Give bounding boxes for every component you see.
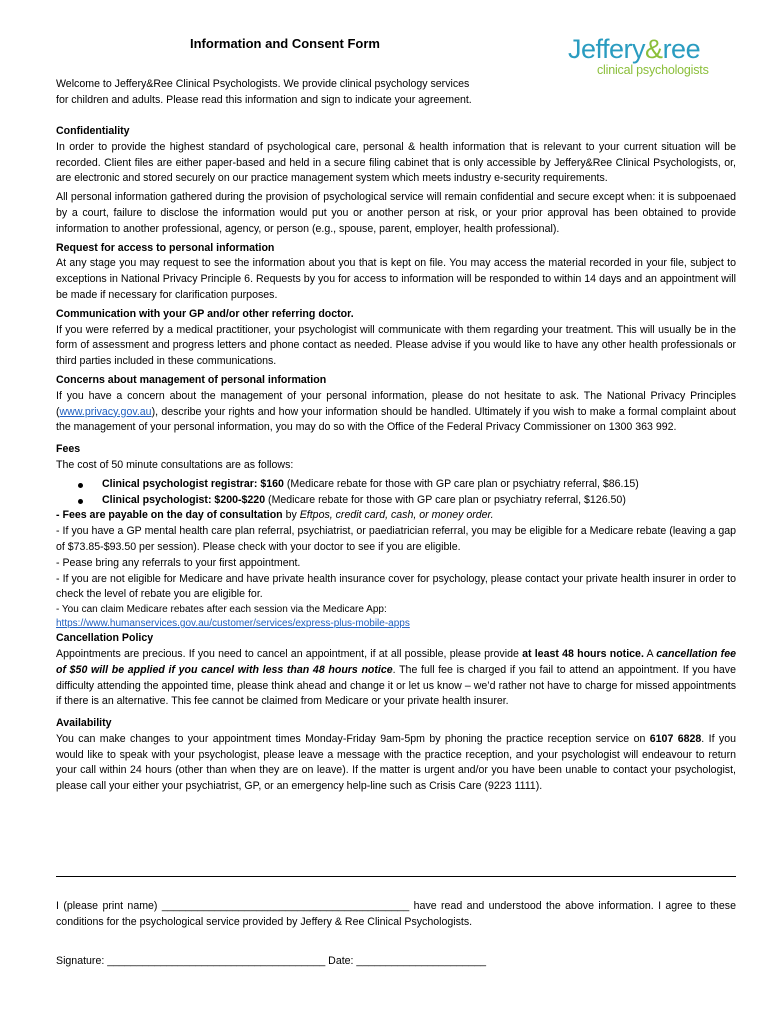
communication-section bbox=[56, 307, 736, 370]
cancellation-heading: Cancellation Policy bbox=[56, 632, 154, 645]
availability-section bbox=[56, 716, 736, 795]
fee-item-detail: (Medicare rebate for those with GP care plan or psychiatry referral, $86.15) bbox=[283, 477, 639, 490]
fee-item-title: Clinical psychologist: $200-$220 bbox=[102, 493, 266, 506]
intro-line-1: Welcome to Jeffery&Ree Clinical Psychologists. We provide clinical psychology services bbox=[56, 78, 470, 90]
cancel-text-c: A bbox=[643, 647, 657, 660]
cancel-notice: at least 48 hours notice. bbox=[522, 647, 644, 660]
divider bbox=[56, 876, 736, 877]
fees-intro: The cost of 50 minute consultations are as follows: bbox=[56, 458, 294, 471]
concerns-text-b: ), describe your rights and how your information should be handled. Ultimately if you wish to make a formal complaint about the management of your personal information, you may do so with the Office of the Federal Privacy Commissioner on 1300 363 992. bbox=[56, 405, 736, 434]
consent-statement[interactable]: I (please print name) __________________________________________ have read and understood the above information. I agree to these conditions for the psychological service provided by Jeffery & Ree Clinical Psychologists. bbox=[56, 900, 736, 928]
concerns-paragraph bbox=[56, 389, 736, 436]
confidentiality-section bbox=[56, 124, 736, 238]
availability-text-b: . If you would like to speak with your psychologist, please leave a message with the practice reception, and your psychologist will endeavour to return your call within 24 hours (other than when they are on leave). If the matter is urgent and/or you have been unable to contact your psychologist, please call your either your psychiatrist, GP, or an emergency help-line such as Crisis Care (9223 1111). bbox=[56, 732, 737, 793]
fees-list bbox=[56, 477, 736, 509]
logo-tagline: clinical psychologists bbox=[597, 63, 709, 77]
fee-item-title: Clinical psychologist registrar: $160 bbox=[102, 477, 284, 490]
bullet-icon bbox=[78, 499, 83, 504]
concerns-text-a: If you have a concern about the management of your personal information, please do not hesitate to ask. The National Privacy Principles ( bbox=[56, 389, 736, 418]
medicare-app-paragraph bbox=[56, 617, 736, 631]
availability-text-a: You can make changes to your appointment times Monday-Friday 9am-5pm by phoning the practice reception service on bbox=[56, 732, 650, 745]
list-item bbox=[56, 493, 736, 509]
communication-paragraph: If you were referred by a medical practitioner, your psychologist will communicate with them regarding your treatment. This will usually be in the form of assessment and progress letters and phone contact as needed. Please advise if you would like to have any other health professionals or third parties included in these communications. bbox=[56, 323, 736, 368]
confidentiality-paragraph-2: All personal information gathered during the provision of psychological service will remain confidential and secure except when: it is subpoenaed by a court, failure to disclose the information would put you or another person at risk, or your prior approval has been obtained to provide information to another professional, agency, or person (e.g., spouse, parent, employer, health professional). bbox=[56, 191, 736, 235]
confidentiality-paragraph-1: In order to provide the highest standard of psychological care, personal & health information that is relevant to your current situation will be recorded. Client files are either paper-based and held in a secure filing cabinet that is only accessible by Jeffery&Ree Clinical Psychologists, or, are electronic and stored securely on our practice management system which meets industry e-security requirements. bbox=[56, 140, 736, 185]
cancel-text-a: Appointments are precious. If you need to cancel an appointment, if at all possible, please provide bbox=[56, 647, 523, 660]
fees-app-line: - You can claim Medicare rebates after each session via the Medicare App: bbox=[56, 604, 387, 616]
signature-date-line[interactable]: Signature: _____________________________________ Date: ______________________ bbox=[56, 955, 487, 967]
access-section bbox=[56, 241, 736, 304]
cancel-text-d: . The full fee is charged if you fail to attend an appointment. If you have difficulty attending the appointed time, please think ahead and change it or let us know – we’d rather not have to charge for missed appointments if there is an alternative. This fee cannot be claimed from Medicare or your private health insurer. bbox=[56, 663, 737, 708]
company-logo bbox=[568, 36, 733, 77]
reception-phone: 6107 6828 bbox=[649, 732, 702, 745]
page-title: Information and Consent Form bbox=[190, 36, 380, 51]
form-body bbox=[56, 124, 736, 798]
cancel-fee: cancellation fee of $50 will be applied if you cancel with less than 48 hours notice bbox=[56, 647, 736, 676]
payment-bold: - Fees are payable on the day of consultation bbox=[56, 509, 283, 522]
intro-line-2: for children and adults. Please read this information and sign to indicate your agreement. bbox=[56, 94, 472, 106]
confidentiality-heading: Confidentiality bbox=[56, 125, 130, 137]
fees-section bbox=[56, 442, 736, 631]
access-heading: Request for access to personal information bbox=[56, 241, 275, 254]
availability-heading: Availability bbox=[56, 717, 112, 730]
fee-item-detail: (Medicare rebate for those with GP care plan or psychiatry referral, $126.50) bbox=[265, 493, 626, 506]
medicare-app-link[interactable]: https://www.humanservices.gov.au/customer/services/express-plus-mobile-apps bbox=[56, 618, 410, 630]
availability-paragraph bbox=[56, 732, 736, 795]
communication-heading: Communication with your GP and/or other referring doctor. bbox=[56, 307, 354, 320]
privacy-link[interactable]: www.privacy.gov.au bbox=[59, 405, 152, 418]
cancellation-paragraph bbox=[56, 647, 736, 710]
concerns-section bbox=[56, 373, 736, 436]
fees-private-line: - If you are not eligible for Medicare and have private health insurance cover for psychology, please contact your private health insurer in order to check the level of rebate you are eligible for. bbox=[56, 572, 736, 601]
concerns-heading: Concerns about management of personal information bbox=[56, 373, 327, 386]
intro-text bbox=[56, 76, 576, 108]
payment-methods: Eftpos, credit card, cash, or money order. bbox=[299, 509, 494, 522]
cancellation-section bbox=[56, 631, 736, 710]
access-paragraph: At any stage you may request to see the information about you that is kept on file. You may access the material recorded in your file, subject to exceptions in National Privacy Principle 6. Requests by you for access to information will be responded to within 14 days and an appointment will be made if necessary for clarification purposes. bbox=[56, 257, 736, 301]
bullet-icon bbox=[78, 483, 83, 488]
fees-payment-line bbox=[56, 508, 736, 524]
fees-referrals-line: - Pease bring any referrals to your first appointment. bbox=[56, 556, 301, 569]
fees-heading: Fees bbox=[56, 443, 81, 456]
list-item bbox=[56, 477, 736, 493]
logo-wordmark: Jeffery&ree bbox=[568, 34, 701, 64]
fees-medicare-line: - If you have a GP mental health care plan referral, psychiatrist, or paediatrician referral, you may be eligible for a Medicare rebate (leaving a gap of $73.85-$93.50 per session). Please check with your doctor to see if you are eligible. bbox=[56, 525, 736, 553]
payment-by: by bbox=[282, 509, 300, 522]
